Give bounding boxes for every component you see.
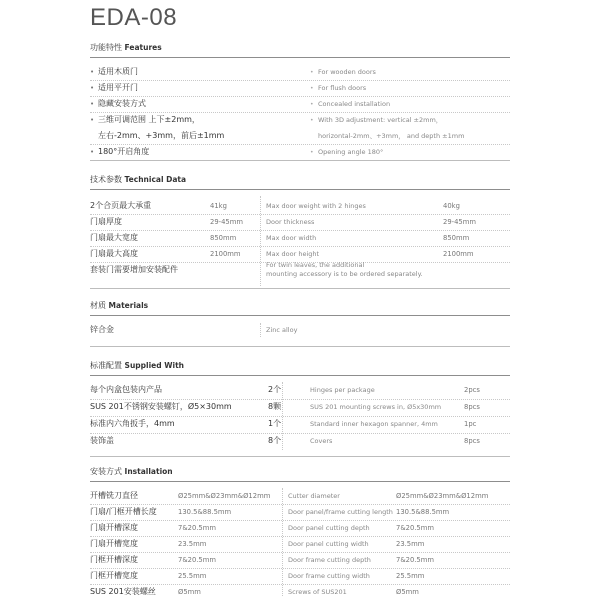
table-row — [90, 504, 510, 520]
materials-row — [90, 322, 510, 338]
feature-cn — [98, 128, 224, 144]
tech-en-value: 29-45mm — [443, 218, 476, 226]
bullet-icon: • — [90, 84, 95, 92]
tech-en: Max door height — [266, 250, 320, 258]
install-cn: SUS 201安装螺丝 — [90, 587, 156, 596]
bullet-icon: • — [90, 148, 95, 156]
install-en-value: 25.5mm — [396, 572, 425, 580]
install-cn-value: 7&20.5mm — [178, 556, 217, 564]
list-item — [90, 144, 510, 160]
list-item — [90, 112, 510, 128]
technical-note-en-1: For twin leaves, the additional — [266, 261, 365, 269]
technical-section — [90, 174, 510, 190]
table-row — [90, 488, 510, 504]
bullet-icon: • — [310, 149, 314, 156]
feature-cn-text: 三维可调范围 上下±2mm， — [98, 115, 200, 124]
features-section — [90, 42, 510, 58]
install-cn-value: 25.5mm — [178, 572, 207, 580]
table-row — [90, 246, 510, 262]
supplied-en: Covers — [310, 437, 333, 445]
feature-cn-text: 隐藏安装方式 — [98, 99, 146, 108]
supplied-en-qty: 8pcs — [464, 437, 480, 445]
list-item — [90, 128, 510, 144]
feature-en — [310, 96, 390, 113]
feature-en-text: Concealed installation — [318, 100, 391, 108]
table-row — [90, 536, 510, 552]
install-cn: 门扇开槽宽度 — [90, 539, 138, 548]
install-en-value: Ø25mm&Ø23mm&Ø12mm — [396, 492, 489, 500]
install-en-value: 7&20.5mm — [396, 524, 435, 532]
list-item — [90, 80, 510, 96]
supplied-cn: 标准内六角扳手，4mm — [90, 419, 175, 428]
tech-cn-value: 41kg — [210, 202, 227, 210]
install-en: Door panel cutting depth — [288, 524, 370, 532]
install-en-value: 23.5mm — [396, 540, 425, 548]
feature-en — [310, 80, 366, 97]
table-row — [90, 198, 510, 214]
supplied-cn-qty: 2个 — [268, 385, 282, 394]
table-row — [90, 568, 510, 584]
tech-cn: 门扇厚度 — [90, 217, 122, 226]
supplied-en-qty: 1pc — [464, 420, 477, 428]
feature-en — [310, 144, 383, 161]
feature-cn — [90, 144, 149, 160]
feature-cn — [90, 96, 146, 112]
technical-header: 技术参数 Technical Data — [90, 175, 187, 184]
tech-cn: 2个合页最大承重 — [90, 201, 152, 210]
install-cn-value: Ø5mm — [178, 588, 201, 596]
supplied-header: 标准配置 Supplied With — [90, 361, 185, 370]
spec-sheet — [90, 0, 510, 600]
installation-header: 安装方式 Installation — [90, 467, 173, 476]
install-en: Door panel/frame cutting length — [288, 508, 393, 516]
install-cn-value: Ø25mm&Ø23mm&Ø12mm — [178, 492, 271, 500]
tech-en-value: 2100mm — [443, 250, 474, 258]
table-row — [90, 584, 510, 600]
feature-cn-text: 180°开启角度 — [98, 147, 150, 156]
feature-en-text: With 3D adjustment: vertical ±2mm， — [318, 116, 443, 124]
install-en: Screws of SUS201 — [288, 588, 347, 596]
supplied-cn-qty: 8个 — [268, 436, 282, 445]
install-en-value: Ø5mm — [396, 588, 419, 596]
supplied-cn-qty: 8颗 — [268, 402, 282, 411]
features-header: 功能特性 Features — [90, 43, 162, 52]
table-row — [90, 399, 510, 415]
install-en: Door panel cutting width — [288, 540, 369, 548]
install-cn-value: 7&20.5mm — [178, 524, 217, 532]
tech-en: Door thickness — [266, 218, 315, 226]
install-cn: 门框开槽宽度 — [90, 571, 138, 580]
feature-en — [318, 128, 464, 144]
table-row — [90, 382, 510, 398]
table-row — [90, 433, 510, 449]
table-row — [90, 230, 510, 246]
tech-cn-value: 850mm — [210, 234, 237, 242]
technical-note-cn: 套装门需要增加安装配件 — [90, 265, 178, 274]
feature-en-text: horizontal-2mm、+3mm， and depth ±1mm — [318, 132, 465, 140]
feature-en-text: Opening angle 180° — [318, 148, 384, 156]
product-title: EDA-08 — [90, 4, 178, 31]
install-cn-value: 130.5&88.5mm — [178, 508, 232, 516]
technical-note-en-2: mounting accessory is to be ordered separately. — [266, 270, 423, 278]
bullet-icon: • — [90, 116, 95, 124]
feature-en-text: For wooden doors — [318, 68, 376, 76]
feature-cn — [90, 112, 200, 128]
tech-cn: 门扇最大宽度 — [90, 233, 138, 242]
install-cn: 门扇开槽深度 — [90, 523, 138, 532]
feature-cn — [90, 80, 138, 96]
installation-section — [90, 466, 510, 482]
supplied-cn: 每个内盒包装内产品 — [90, 385, 162, 394]
table-row — [90, 552, 510, 568]
tech-cn-value: 2100mm — [210, 250, 241, 258]
tech-cn: 门扇最大高度 — [90, 249, 138, 258]
list-item — [90, 96, 510, 112]
supplied-en: SUS 201 mounting screws in, Ø5x30mm — [310, 403, 442, 411]
table-row — [90, 214, 510, 230]
supplied-en: Standard inner hexagon spanner, 4mm — [310, 420, 438, 428]
list-item — [90, 64, 510, 80]
install-cn: 开槽铣刀直径 — [90, 491, 138, 500]
install-cn: 门框开槽深度 — [90, 555, 138, 564]
table-row — [90, 520, 510, 536]
feature-cn-text: 适用平开门 — [98, 83, 138, 92]
install-en: Cutter diameter — [288, 492, 340, 500]
bullet-icon: • — [90, 68, 95, 76]
tech-en-value: 40kg — [443, 202, 460, 210]
materials-section — [90, 300, 510, 316]
feature-en — [310, 112, 442, 129]
supplied-section — [90, 360, 510, 376]
bullet-icon: • — [310, 85, 314, 92]
install-en: Door frame cutting depth — [288, 556, 371, 564]
bullet-icon: • — [310, 117, 314, 124]
feature-cn — [90, 64, 138, 80]
bullet-icon: • — [90, 100, 95, 108]
materials-en: Zinc alloy — [266, 326, 298, 334]
bullet-icon: • — [310, 101, 314, 108]
materials-cn: 锌合金 — [90, 325, 114, 334]
install-cn: 门扇/门框开槽长度 — [90, 507, 157, 516]
supplied-en: Hinges per package — [310, 386, 375, 394]
supplied-cn: SUS 201不锈钢安装螺钉，Ø5×30mm — [90, 402, 232, 411]
install-cn-value: 23.5mm — [178, 540, 207, 548]
tech-cn-value: 29-45mm — [210, 218, 243, 226]
supplied-cn-qty: 1个 — [268, 419, 282, 428]
feature-cn-text: 适用木质门 — [98, 67, 138, 76]
feature-en — [310, 64, 376, 81]
install-en-value: 130.5&88.5mm — [396, 508, 450, 516]
supplied-cn: 装饰盖 — [90, 436, 114, 445]
supplied-en-qty: 2pcs — [464, 386, 480, 394]
tech-en: Max door weight with 2 hinges — [266, 202, 366, 210]
install-en-value: 7&20.5mm — [396, 556, 435, 564]
feature-en-text: For flush doors — [318, 84, 367, 92]
tech-en: Max door width — [266, 234, 317, 242]
tech-en-value: 850mm — [443, 234, 470, 242]
bullet-icon: • — [310, 69, 314, 76]
feature-cn-text: 左右-2mm、+3mm，前后±1mm — [98, 131, 225, 140]
supplied-en-qty: 8pcs — [464, 403, 480, 411]
install-en: Door frame cutting width — [288, 572, 370, 580]
materials-header: 材质 Materials — [90, 301, 149, 310]
table-row — [90, 416, 510, 432]
